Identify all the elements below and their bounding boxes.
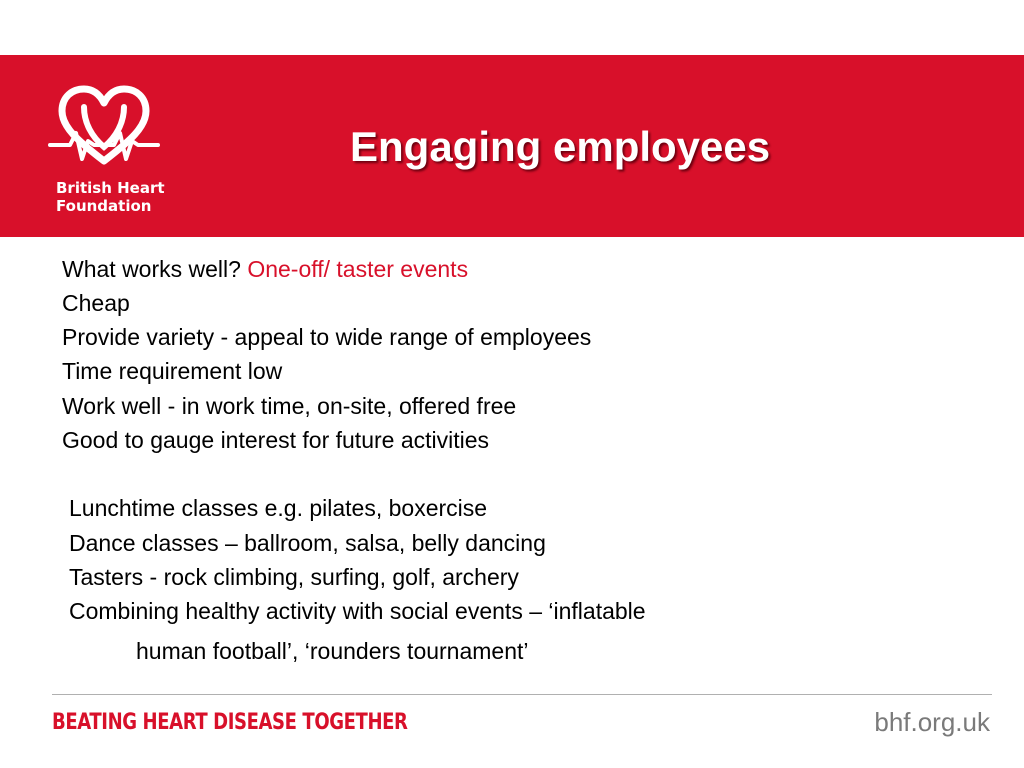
example-item: Combining healthy activity with social events – ‘inflatable (69, 598, 646, 624)
footer-tagline: BEATING HEART DISEASE TOGETHER (52, 710, 408, 735)
point-item: Work well - in work time, on-site, offered free (62, 393, 517, 419)
example-item: Tasters - rock climbing, surfing, golf, archery (69, 564, 519, 590)
intro-label: What works well? (62, 256, 241, 282)
footer-divider (52, 694, 992, 695)
footer-website: bhf.org.uk (874, 707, 990, 737)
intro-highlight: One-off/ taster events (247, 256, 469, 282)
point-item: Good to gauge interest for future activities (62, 427, 490, 453)
logo-text-line1: British Heart (56, 179, 165, 197)
point-item: Provide variety - appeal to wide range of employees (62, 324, 592, 350)
slide-title: Engaging employees (350, 123, 771, 170)
point-item: Cheap (62, 290, 130, 316)
example-item: Lunchtime classes e.g. pilates, boxercise (69, 495, 488, 521)
example-item-continued: human football’, ‘rounders tournament’ (136, 638, 529, 664)
example-item: Dance classes – ballroom, salsa, belly dancing (69, 530, 546, 556)
point-item: Time requirement low (62, 358, 283, 384)
intro-line (62, 256, 468, 283)
logo-text-line2: Foundation (56, 197, 152, 215)
